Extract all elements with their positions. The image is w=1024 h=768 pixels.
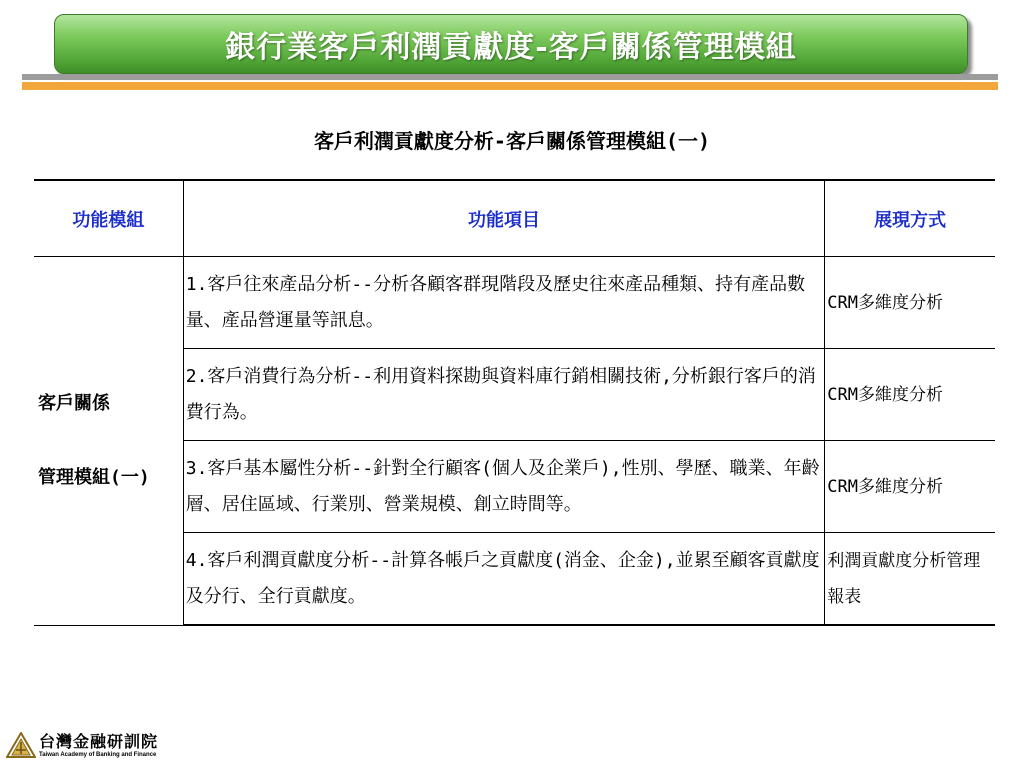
divider-orange xyxy=(22,82,998,90)
header-view: 展現方式 xyxy=(825,180,995,257)
view-cell: CRM多維度分析 xyxy=(825,441,995,533)
view-cell: CRM多維度分析 xyxy=(825,349,995,441)
title-banner xyxy=(54,14,968,74)
item-cell: 3.客戶基本屬性分析--針對全行顧客(個人及企業戶),性別、學歷、職業、年齡層、居住區域、行業別、營業規模、創立時間等。 xyxy=(183,441,825,533)
item-cell: 2.客戶消費行為分析--利用資料探勘與資料庫行銷相關技術,分析銀行客戶的消費行為。 xyxy=(183,349,825,441)
institute-emblem-icon xyxy=(6,732,36,760)
item-cell: 4.客戶利潤貢獻度分析--計算各帳戶之貢獻度(消金、企金),並累至顧客貢獻度及分行、全行貢獻度。 xyxy=(183,533,825,626)
divider-gray xyxy=(22,74,998,80)
view-cell: CRM多維度分析 xyxy=(825,257,995,349)
slide-title: 銀行業客戶利潤貢獻度-客戶關係管理模組 xyxy=(225,30,797,65)
header-module: 功能模組 xyxy=(34,180,183,257)
logo-name-en: Taiwan Academy of Banking and Finance xyxy=(39,752,157,758)
module-name-line2: 管理模組(一) xyxy=(38,466,150,488)
table-header-row xyxy=(34,180,995,257)
table-subtitle: 客戶利潤貢獻度分析-客戶關係管理模組(一) xyxy=(313,129,711,153)
item-cell: 1.客戶往來產品分析--分析各顧客群現階段及歷史往來產品種類、持有產品數量、產品營運量等訊息。 xyxy=(183,257,825,349)
header-item: 功能項目 xyxy=(183,180,825,257)
module-name-cell xyxy=(34,257,183,626)
footer-logo xyxy=(6,732,158,760)
logo-name-zh: 台灣金融研訓院 xyxy=(39,732,159,751)
view-cell: 利潤貢獻度分析管理報表 xyxy=(825,533,995,626)
module-table xyxy=(34,179,995,626)
table-row xyxy=(34,257,995,349)
module-name-line1: 客戶關係 xyxy=(38,392,110,414)
